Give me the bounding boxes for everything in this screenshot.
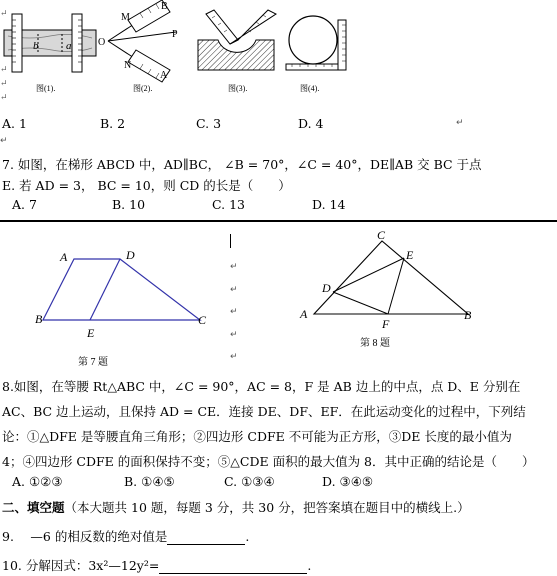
fig7-label-D: D — [126, 248, 135, 262]
q6-option-b: B. 2 — [100, 116, 126, 131]
fig1-label-b: b — [33, 40, 39, 52]
q6-option-a: A. 1 — [2, 116, 27, 131]
section2-desc: （本大题共 10 题，每题 3 分，共 30 分，把答案填在题目中的横线上.） — [64, 500, 470, 515]
q7-option-d: D. 14 — [312, 197, 346, 212]
fig8-label-D: D — [322, 281, 331, 295]
fig7-label-C: C — [198, 313, 207, 327]
q7-option-a: A. 7 — [12, 197, 37, 212]
fig7-label-E: E — [87, 326, 95, 340]
section-divider — [0, 220, 557, 222]
fig1-label-a: a — [66, 40, 72, 52]
section2-title: 二、填空题 — [2, 500, 65, 515]
fig4-caption: 图(4). — [300, 84, 320, 93]
q9-answer-blank[interactable] — [167, 529, 245, 545]
fig2-label-M: M — [121, 12, 130, 23]
q6-option-d: D. 4 — [298, 116, 324, 131]
q10 — [2, 556, 311, 574]
q8-line1: 8.如图，在等腰 Rt△ABC 中，∠C = 90°，AC = 8，F 是 AB 边上的中点，点 D、E 分别在 — [2, 379, 521, 394]
q8-option-c: C. ①③④ — [224, 474, 275, 489]
q8-option-a: A. ①②③ — [12, 474, 63, 489]
q10-end: . — [307, 558, 312, 573]
fig8-label-B: B — [464, 308, 472, 322]
q7-option-c: C. 13 — [212, 197, 245, 212]
fig3-caption: 图(3). — [228, 84, 248, 93]
q8-option-b: B. ①④⑤ — [124, 474, 175, 489]
fig8-label-E: E — [406, 248, 414, 262]
fig1-caption: 图(1). — [36, 84, 56, 93]
fig2-label-A: A — [160, 70, 168, 81]
q9-end: . — [245, 529, 250, 544]
q7-line2: E. 若 AD = 3， BC = 10，则 CD 的长是（ ） — [2, 178, 291, 193]
fig2-label-N: N — [124, 60, 132, 71]
q9-text: 9. —6 的相反数的绝对值是 — [2, 529, 168, 544]
svg-text:↵: ↵ — [0, 8, 8, 18]
figure-1-ruler — [4, 14, 96, 93]
fig8-label-C: C — [377, 228, 386, 242]
fig2-label-B: B — [161, 1, 168, 12]
svg-text:↵: ↵ — [0, 92, 8, 100]
figure-3-groove — [198, 10, 276, 93]
q6-option-c: C. 3 — [196, 116, 222, 131]
fig8-label-A: A — [300, 307, 308, 321]
figure-4-circle — [286, 16, 346, 93]
fig8-label-F: F — [382, 317, 390, 331]
fig7-label-A: A — [60, 250, 68, 264]
figure-8 — [296, 228, 496, 358]
fig2-label-P: P — [172, 29, 178, 40]
figure-2-angle — [98, 0, 178, 93]
fig2-caption: 图(2). — [133, 84, 153, 93]
text-cursor — [230, 234, 231, 248]
fig7-label-B: B — [35, 312, 43, 326]
q8-option-d: D. ③④⑤ — [322, 474, 374, 489]
q7-line1: 7. 如图，在梯形 ABCD 中，AD∥BC， ∠B = 70°，∠C = 40°，DE∥AB 交 BC 于点 — [2, 157, 482, 172]
q7-option-b: B. 10 — [112, 197, 146, 212]
q8-line2: AC、BC 边上运动，且保持 AD = CE．连接 DE、DF、EF．在此运动变化的过程中，下列结 — [2, 404, 526, 419]
top-figures — [0, 0, 360, 100]
q8-line3: 论：①△DFE 是等腰直角三角形；②四边形 CDFE 不可能为正方形，③DE 长度的最小值为 — [2, 429, 512, 444]
figure-7 — [30, 240, 220, 370]
fig2-label-O: O — [98, 37, 106, 48]
q10-answer-blank[interactable] — [159, 558, 307, 574]
fig7-caption: 第 7 题 — [78, 357, 108, 368]
svg-text:↵: ↵ — [0, 78, 8, 88]
q10-text: 10. 分解因式：3x²—12y²= — [2, 558, 160, 573]
q8-line4: 4；④四边形 CDFE 的面积保持不变；⑤△CDE 面积的最大值为 8．其中正确的结论是（ ） — [2, 454, 535, 469]
svg-text:↵: ↵ — [0, 64, 8, 74]
q9 — [2, 527, 249, 545]
section2-heading — [2, 498, 470, 516]
fig8-caption: 第 8 题 — [360, 338, 390, 349]
